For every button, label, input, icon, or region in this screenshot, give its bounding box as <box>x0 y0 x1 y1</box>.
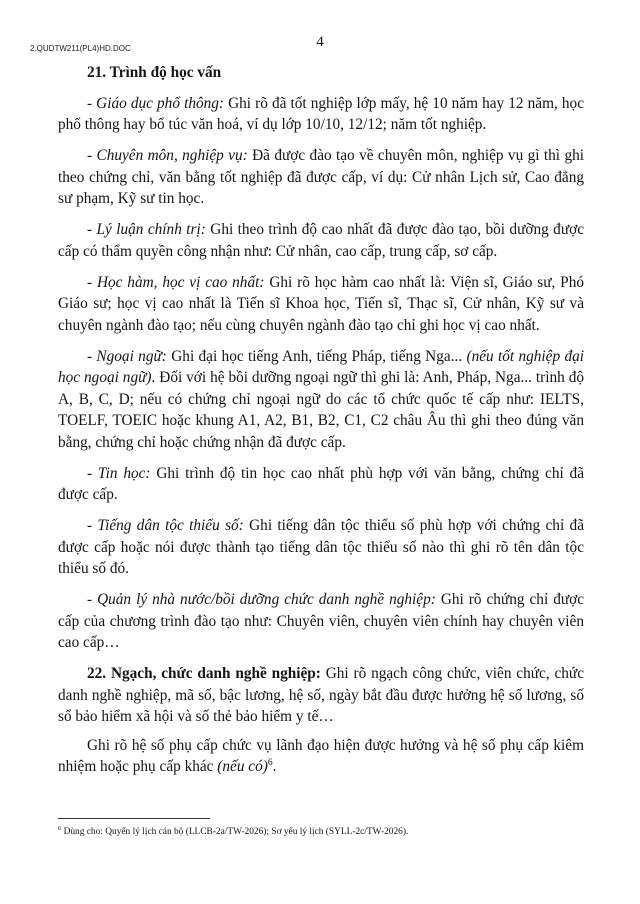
item-political-theory <box>58 219 584 262</box>
item-foreign-language <box>58 346 584 454</box>
document-body <box>58 62 584 787</box>
section-21-heading: 21. Trình độ học vấn <box>87 64 222 81</box>
item-text: Ghi theo trình độ cao nhất đã được đào tạo, bồi dưỡng được cấp có thẩm quyền công nhận như: Cử nhân, cao cấp, trung cấp, sơ cấp. <box>58 221 584 260</box>
section-22-heading: 22. Ngạch, chức danh nghề nghiệp: <box>87 665 321 682</box>
page-number: 4 <box>316 34 324 50</box>
item-text: Ghi đại học tiếng Anh, tiếng Pháp, tiếng Nga... <box>166 347 467 365</box>
item-state-management <box>58 589 584 654</box>
item-label: - Giáo dục phổ thông: <box>87 94 225 112</box>
item-informatics <box>58 463 584 506</box>
item-ethnic-language <box>58 515 584 580</box>
item-text: Ghi rõ chứng chỉ được cấp của chương trình đào tạo như: Chuyên viên, chuyên viên chính hay chuyên viên cao cấp… <box>58 591 585 651</box>
file-label: 2.QUDTW211(PL4)HD.DOC <box>30 44 131 53</box>
item-text: Ghi trình độ tin học cao nhất phù hợp với văn bằng, chứng chỉ đã được cấp. <box>58 464 584 503</box>
footnote <box>58 826 584 838</box>
section-22-text: Ghi rõ ngạch công chức, viên chức, chức danh nghề nghiệp, mã số, bậc lương, hệ số, ngày bắt đầu được hưởng hệ số lương, số sổ bảo hiểm xã hội và số thẻ bảo hiểm y tế… <box>58 665 584 725</box>
allowance-text: Ghi rõ hệ số phụ cấp chức vụ lãnh đạo hiện được hưởng và hệ số phụ cấp kiêm nhiệm hoặc phụ cấp khác <box>58 736 584 775</box>
item-label: - Lý luận chính trị: <box>87 221 206 238</box>
footnote-divider <box>58 818 210 819</box>
item-academic-rank <box>58 272 584 337</box>
item-text: Ghi rõ đã tốt nghiệp lớp mấy, hệ 10 năm hay 12 năm, học phổ thông hay bổ túc văn hoá, ví dụ lớp 10/10, 12/12; năm tốt nghiệp. <box>58 94 584 133</box>
item-label: - Tin học: <box>87 464 151 482</box>
allowance-paragraph <box>58 735 584 778</box>
item-label: - Chuyên môn, nghiệp vụ: <box>87 147 248 164</box>
item-general-education <box>58 93 584 136</box>
footnote-mark: 6 <box>58 824 62 832</box>
item-label: - Ngoại ngữ: <box>87 347 167 365</box>
item-label: - Học hàm, học vị cao nhất: <box>87 273 265 291</box>
item-label: - Quản lý nhà nước/bồi dưỡng chức danh nghề nghiệp: <box>87 591 436 608</box>
item-label: - Tiếng dân tộc thiểu số: <box>87 517 244 534</box>
item-professional <box>58 145 584 210</box>
item-text: Ghi tiếng dân tộc thiểu số phù hợp với chứng chỉ đã được cấp hoặc nói được thành tạo tiếng dân tộc thiểu số nào thì ghi rõ tên dân tộc thiểu số đó. <box>58 517 584 577</box>
footnote-reference: 6 <box>267 757 273 768</box>
period: . <box>272 758 277 775</box>
footnote-text: Dùng cho: Quyển lý lịch cán bộ (LLCB-2a/TW-2026); Sơ yếu lý lịch (SYLL-2c/TW-2026). <box>61 827 409 837</box>
section-22-paragraph <box>58 663 584 728</box>
item-text: Đã được đào tạo về chuyên môn, nghiệp vụ gì thì ghi theo chứng chỉ, văn bằng tốt nghiệp đã được cấp, ví dụ: Cử nhân Lịch sử, Cao đẳng sư phạm, Kỹ sư tin học. <box>58 147 584 207</box>
item-text-continued: . Đối với hệ bồi dưỡng ngoại ngữ thì ghi là: Anh, Pháp, Nga... trình độ A, B, C, D; nếu có chứng chỉ ngoại ngữ do các tổ chức quốc tế cấp như: IELTS, TOELF, TOEIC hoặc khung A1, A2, B1, B2, C1, C2 châu Âu thì ghi theo đúng văn bằng, chứng chỉ hoặc chứng nhận đã được cấp. <box>58 369 585 451</box>
item-text: Ghi rõ học hàm cao nhất là: Viện sĩ, Giáo sư, Phó Giáo sư; học vị cao nhất là Tiến sĩ Khoa học, Tiến sĩ, Thạc sĩ, Cử nhân, Kỹ sư và chuyên ngành đào tạo; nếu cùng chuyên ngành đào tạo chỉ ghi học vị cao nhất. <box>58 273 584 334</box>
item-note: (nếu tốt nghiệp đại học ngoại ngữ) <box>58 347 585 386</box>
allowance-note: (nếu có) <box>217 758 268 775</box>
